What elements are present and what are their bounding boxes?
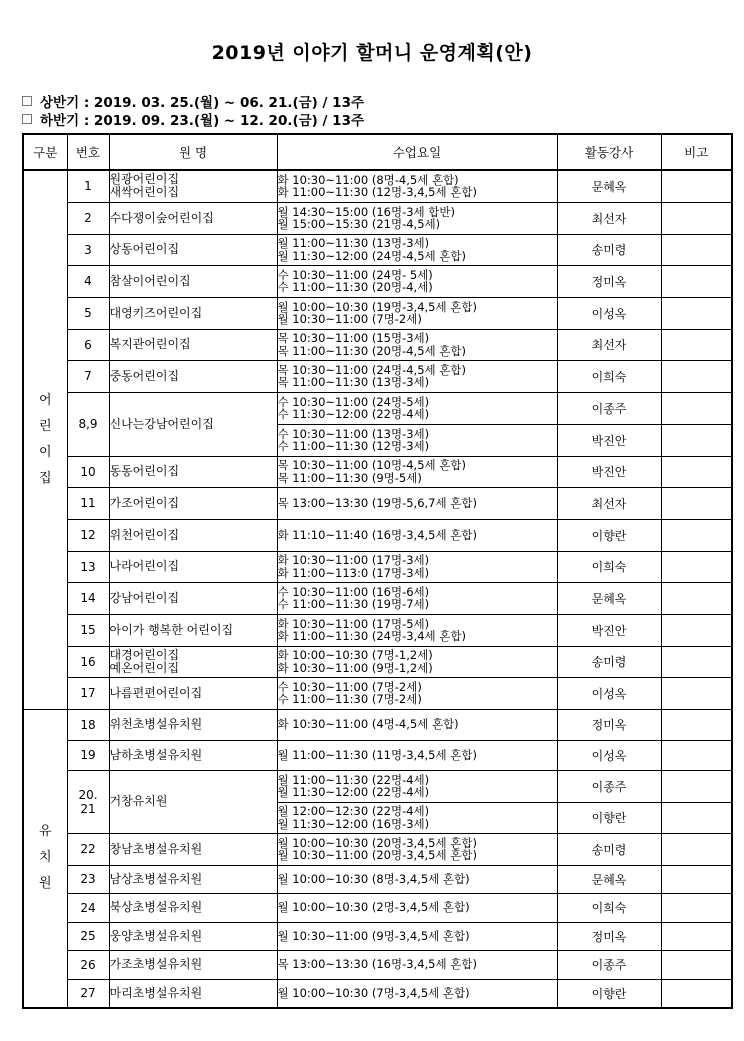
period-text: 하반기 : 2019. 09. 23.(월) ~ 12. 20.(금) / 13주 (40, 113, 365, 129)
row-number (67, 979, 109, 1008)
table-row (23, 551, 732, 582)
table-row (23, 677, 732, 709)
instructor: 최선자 (557, 329, 661, 360)
header-name: 원 명 (109, 134, 277, 170)
institution-name-text: 중동어린이집 (109, 368, 180, 383)
header-note: 비고 (661, 134, 732, 170)
institution-name (109, 329, 277, 360)
schedule-line: 월 11:00~11:30 (22명-4세) (277, 772, 430, 787)
instructor: 이향란 (557, 979, 661, 1008)
row-number (67, 551, 109, 582)
table-row (23, 329, 732, 360)
schedule-line: 수 10:30~11:00 (24명-5세) (277, 394, 430, 409)
institution-name-text: 나라어린이집 (109, 559, 180, 573)
class-schedule (277, 392, 557, 424)
number-text: 6 (84, 337, 92, 352)
class-schedule (277, 922, 557, 950)
note-cell (661, 922, 732, 950)
note-cell (661, 833, 732, 865)
schedule-line: 목 13:00~13:30 (19명-5,6,7세 혼합) (277, 495, 477, 510)
number-text: 19 (80, 748, 96, 762)
number-text: 26 (80, 957, 96, 972)
class-schedule (277, 646, 557, 677)
class-schedule (277, 865, 557, 893)
table-row (23, 979, 732, 1008)
institution-name-text: 북상초병설유치원 (109, 900, 203, 914)
category-char: 이 (38, 444, 52, 460)
schedule-line: 월 11:30~12:00 (16명-3세) (277, 816, 430, 831)
institution-name-text: 수다쟁이숲어린이집 (109, 210, 214, 225)
schedule-line: 월 10:00~10:30 (8명-3,4,5세 혼합) (277, 871, 470, 886)
class-schedule (277, 360, 557, 392)
note-cell (661, 170, 732, 202)
class-schedule (277, 297, 557, 329)
institution-name (109, 709, 277, 740)
institution-name (109, 202, 277, 234)
institution-name (109, 865, 277, 893)
institution-name-text: 가조어린이집 (109, 495, 180, 510)
class-schedule (277, 770, 557, 802)
schedule-table (22, 133, 733, 1009)
instructor: 이성옥 (557, 740, 661, 770)
row-number (67, 519, 109, 551)
schedule-line: 목 11:00~11:30 (20명-4,5세 혼합) (277, 343, 466, 358)
table-row (23, 487, 732, 519)
number-text: 20. (78, 787, 98, 802)
table-row (23, 893, 732, 922)
institution-name-text: 대영키즈어린이집 (109, 305, 203, 320)
class-schedule (277, 740, 557, 770)
schedule-line: 수 11:00~11:30 (12명-3세) (277, 439, 430, 453)
instructor: 이희숙 (557, 360, 661, 392)
instructor: 박진안 (557, 614, 661, 646)
schedule-line: 월 11:30~12:00 (22명-4세) (277, 785, 430, 799)
schedule-line: 월 11:00~11:30 (11명-3,4,5세 혼합) (277, 747, 477, 762)
instructor: 문혜옥 (557, 865, 661, 893)
row-number (67, 202, 109, 234)
row-number (67, 833, 109, 865)
schedule-line: 수 10:30~11:00 (24명- 5세) (277, 267, 433, 282)
institution-name (109, 551, 277, 582)
class-schedule (277, 950, 557, 979)
schedule-line: 목 10:30~11:00 (15명-3세) (277, 331, 430, 345)
institution-name (109, 360, 277, 392)
number-text: 1 (84, 179, 92, 194)
table-row (23, 582, 732, 614)
row-number (67, 360, 109, 392)
instructor: 문혜옥 (557, 582, 661, 614)
second-half-period (22, 109, 364, 129)
table-row (23, 950, 732, 979)
schedule-line: 수 11:30~12:00 (22명-4세) (277, 407, 430, 421)
row-number (67, 170, 109, 202)
table-row (23, 265, 732, 297)
institution-name-text: 대경어린이집 (109, 647, 180, 662)
table-row (23, 170, 732, 202)
instructor: 문혜옥 (557, 170, 661, 202)
schedule-line: 월 10:00~10:30 (2명-3,4,5세 혼합) (277, 900, 470, 915)
note-cell (661, 979, 732, 1008)
table-row (23, 833, 732, 865)
instructor: 이종주 (557, 392, 661, 424)
row-number (67, 456, 109, 487)
row-number (67, 487, 109, 519)
class-schedule (277, 893, 557, 922)
checkbox-icon (22, 114, 32, 124)
schedule-line: 화 11:00~113:0 (17명-3세) (277, 565, 430, 580)
table-row (23, 519, 732, 551)
number-text: 10 (80, 464, 96, 479)
schedule-line: 월 12:00~12:30 (22명-4세) (277, 804, 430, 818)
number-text: 7 (84, 369, 92, 383)
table-body (23, 170, 732, 1008)
institution-name-text: 위천초병설유치원 (109, 717, 203, 731)
institution-name-text: 아이가 행복한 어린이집 (109, 622, 234, 637)
schedule-line: 수 10:30~11:00 (16명-6세) (277, 584, 430, 599)
number-text: 27 (80, 986, 96, 1001)
schedule-line: 화 10:30~11:00 (4명-4,5세 혼합) (277, 717, 459, 732)
instructor: 송미령 (557, 646, 661, 677)
table-row (23, 234, 732, 265)
instructor: 정미옥 (557, 922, 661, 950)
table-row (23, 614, 732, 646)
institution-name-text: 동동어린이집 (109, 464, 180, 478)
institution-name-text: 신나는강남어린이집 (109, 416, 214, 431)
institution-name-text: 상동어린이집 (109, 242, 180, 256)
table-row (23, 646, 732, 677)
note-cell (661, 677, 732, 709)
row-number (67, 922, 109, 950)
table-row (23, 740, 732, 770)
number-text: 5 (84, 306, 92, 320)
institution-name-text: 나름편편어린이집 (109, 685, 203, 700)
instructor: 박진안 (557, 456, 661, 487)
class-schedule (277, 677, 557, 709)
note-cell (661, 424, 732, 456)
institution-name (109, 234, 277, 265)
row-number (67, 392, 109, 456)
schedule-line: 목 11:00~11:30 (13명-3세) (277, 375, 430, 389)
note-cell (661, 582, 732, 614)
institution-name (109, 582, 277, 614)
institution-name-text: 새싹어린이집 (109, 185, 180, 200)
number-text: 21 (80, 801, 96, 816)
schedule-line: 화 10:30~11:00 (17명-5세) (277, 616, 430, 631)
institution-name (109, 950, 277, 979)
institution-name (109, 456, 277, 487)
number-text: 12 (80, 528, 96, 542)
schedule-line: 월 10:30~11:00 (7명-2세) (277, 312, 422, 326)
class-schedule (277, 582, 557, 614)
institution-name (109, 297, 277, 329)
table-row (23, 360, 732, 392)
schedule-line: 월 11:30~12:00 (24명-4,5세 혼합) (277, 248, 466, 263)
note-cell (661, 646, 732, 677)
instructor: 이희숙 (557, 893, 661, 922)
instructor: 이향란 (557, 802, 661, 833)
number-text: 17 (80, 686, 96, 700)
schedule-line: 화 10:30~11:00 (8명-4,5세 혼합) (277, 172, 459, 187)
row-number (67, 709, 109, 740)
institution-name (109, 170, 277, 202)
institution-name (109, 677, 277, 709)
institution-name (109, 487, 277, 519)
table-row (23, 770, 732, 802)
institution-name-text: 예온어린이집 (109, 660, 180, 675)
schedule-line: 목 11:00~11:30 (9명-5세) (277, 470, 422, 485)
number-text: 24 (80, 900, 96, 915)
note-cell (661, 392, 732, 424)
schedule-line: 화 10:00~10:30 (7명-1,2세) (277, 648, 433, 662)
instructor: 송미령 (557, 833, 661, 865)
row-number (67, 865, 109, 893)
class-schedule (277, 709, 557, 740)
schedule-line: 월 10:00~10:30 (20명-3,4,5세 혼합) (277, 835, 477, 850)
row-number (67, 234, 109, 265)
category-daycare (23, 170, 67, 709)
class-schedule (277, 614, 557, 646)
schedule-line: 월 10:30~11:00 (20명-3,4,5세 혼합) (277, 848, 477, 862)
schedule-line: 목 10:30~11:00 (10명-4,5세 혼합) (277, 458, 466, 472)
class-schedule (277, 265, 557, 297)
row-number (67, 770, 109, 833)
schedule-line: 월 10:30~11:00 (9명-3,4,5세 혼합) (277, 928, 470, 943)
institution-name (109, 646, 277, 677)
note-cell (661, 950, 732, 979)
number-text: 22 (80, 842, 96, 856)
note-cell (661, 265, 732, 297)
class-schedule (277, 202, 557, 234)
instructor: 이종주 (557, 950, 661, 979)
row-number (67, 740, 109, 770)
instructor: 이희숙 (557, 551, 661, 582)
number-text: 4 (84, 274, 92, 288)
instructor: 박진안 (557, 424, 661, 456)
class-schedule (277, 551, 557, 582)
table-row (23, 456, 732, 487)
schedule-line: 화 10:30~11:00 (17명-3세) (277, 553, 430, 567)
institution-name (109, 893, 277, 922)
institution-name-text: 위천어린이집 (109, 527, 180, 542)
class-schedule (277, 424, 557, 456)
instructor: 이성옥 (557, 677, 661, 709)
row-number (67, 950, 109, 979)
first-half-period (22, 91, 364, 111)
header-category: 구분 (23, 134, 67, 170)
table-header-row (23, 134, 732, 170)
institution-name (109, 519, 277, 551)
instructor: 최선자 (557, 487, 661, 519)
schedule-line: 화 11:10~11:40 (16명-3,4,5세 혼합) (277, 527, 477, 542)
schedule-line: 수 11:00~11:30 (7명-2세) (277, 692, 422, 706)
schedule-line: 목 10:30~11:00 (24명-4,5세 혼합) (277, 362, 466, 377)
instructor: 이종주 (557, 770, 661, 802)
note-cell (661, 487, 732, 519)
class-schedule (277, 170, 557, 202)
institution-name (109, 922, 277, 950)
note-cell (661, 202, 732, 234)
institution-name (109, 392, 277, 456)
category-char: 어 (38, 392, 52, 408)
row-number (67, 329, 109, 360)
schedule-line: 목 13:00~13:30 (16명-3,4,5세 혼합) (277, 957, 477, 972)
schedule-line: 월 10:00~10:30 (19명-3,4,5세 혼합) (277, 299, 477, 314)
number-text: 25 (80, 929, 96, 943)
category-kindergarten (23, 709, 67, 1008)
schedule-line: 수 11:00~11:30 (20명-4,세) (277, 280, 433, 294)
row-number (67, 646, 109, 677)
table-row (23, 392, 732, 424)
instructor: 송미령 (557, 234, 661, 265)
institution-name-text: 남상초병설유치원 (109, 871, 203, 886)
number-text: 23 (80, 872, 96, 886)
row-number (67, 677, 109, 709)
institution-name (109, 770, 277, 833)
class-schedule (277, 456, 557, 487)
row-number (67, 893, 109, 922)
row-number (67, 614, 109, 646)
class-schedule (277, 234, 557, 265)
institution-name-text: 남하초병설유치원 (109, 747, 203, 762)
number-text: 8,9 (78, 417, 98, 431)
institution-name-text: 참살이어린이집 (109, 273, 191, 288)
note-cell (661, 456, 732, 487)
note-cell (661, 893, 732, 922)
category-char: 치 (38, 850, 52, 866)
note-cell (661, 551, 732, 582)
institution-name-text: 원광어린이집 (109, 172, 180, 187)
institution-name-text: 강남어린이집 (109, 590, 180, 605)
schedule-line: 화 11:00~11:30 (24명-3,4세 혼합) (277, 629, 466, 643)
table-row (23, 709, 732, 740)
row-number (67, 297, 109, 329)
checkbox-icon (22, 96, 32, 106)
institution-name-text: 마리초병설유치원 (109, 985, 203, 1000)
institution-name (109, 740, 277, 770)
schedule-line: 월 15:00~15:30 (21명-4,5세) (277, 217, 441, 231)
institution-name-text: 복지관어린이집 (109, 337, 191, 351)
schedule-line: 화 11:00~11:30 (12명-3,4,5세 혼합) (277, 185, 477, 200)
instructor: 최선자 (557, 202, 661, 234)
table-row (23, 922, 732, 950)
note-cell (661, 709, 732, 740)
row-number (67, 582, 109, 614)
number-text: 3 (84, 242, 92, 257)
number-text: 14 (80, 591, 96, 605)
institution-name (109, 614, 277, 646)
number-text: 16 (80, 654, 96, 669)
note-cell (661, 740, 732, 770)
class-schedule (277, 802, 557, 833)
institution-name-text: 거창유치원 (109, 794, 168, 808)
category-char: 원 (38, 876, 52, 892)
schedule-line: 월 11:00~11:30 (13명-3세) (277, 236, 430, 250)
number-text: 2 (84, 211, 92, 225)
document-title: 2019년 이야기 할머니 운영계획(안) (211, 42, 533, 64)
category-char: 유 (38, 824, 52, 840)
instructor: 이성옥 (557, 297, 661, 329)
note-cell (661, 802, 732, 833)
class-schedule (277, 979, 557, 1008)
note-cell (661, 865, 732, 893)
note-cell (661, 297, 732, 329)
category-char: 집 (38, 470, 52, 486)
category-char: 린 (38, 418, 52, 434)
schedule-line: 월 10:00~10:30 (7명-3,4,5세 혼합) (277, 986, 470, 1000)
institution-name (109, 833, 277, 865)
header-number: 번호 (67, 134, 109, 170)
institution-name-text: 창남초병설유치원 (109, 841, 203, 856)
period-text: 상반기 : 2019. 03. 25.(월) ~ 06. 21.(금) / 13주 (40, 95, 365, 111)
class-schedule (277, 329, 557, 360)
note-cell (661, 770, 732, 802)
class-schedule (277, 833, 557, 865)
note-cell (661, 234, 732, 265)
instructor: 정미옥 (557, 709, 661, 740)
note-cell (661, 329, 732, 360)
number-text: 18 (80, 717, 96, 732)
header-instructor: 활동강사 (557, 134, 661, 170)
table-row (23, 865, 732, 893)
number-text: 13 (80, 559, 96, 574)
row-number (67, 265, 109, 297)
table-row (23, 297, 732, 329)
institution-name-text: 가조초병설유치원 (109, 957, 203, 971)
number-text: 15 (80, 623, 96, 637)
class-schedule (277, 487, 557, 519)
institution-name-text: 웅양초병설유치원 (109, 928, 203, 943)
note-cell (661, 614, 732, 646)
class-schedule (277, 519, 557, 551)
header-schedule: 수업요일 (277, 134, 557, 170)
instructor: 정미옥 (557, 265, 661, 297)
note-cell (661, 360, 732, 392)
instructor: 이향란 (557, 519, 661, 551)
schedule-line: 수 10:30~11:00 (7명-2세) (277, 679, 422, 694)
schedule-line: 화 10:30~11:00 (9명-1,2세) (277, 660, 433, 675)
schedule-line: 수 10:30~11:00 (13명-3세) (277, 426, 430, 441)
schedule-line: 월 14:30~15:00 (16명-3세 합반) (277, 204, 456, 219)
number-text: 11 (80, 496, 96, 510)
table-row (23, 202, 732, 234)
note-cell (661, 519, 732, 551)
institution-name (109, 979, 277, 1008)
institution-name (109, 265, 277, 297)
schedule-line: 수 11:00~11:30 (19명-7세) (277, 597, 430, 611)
